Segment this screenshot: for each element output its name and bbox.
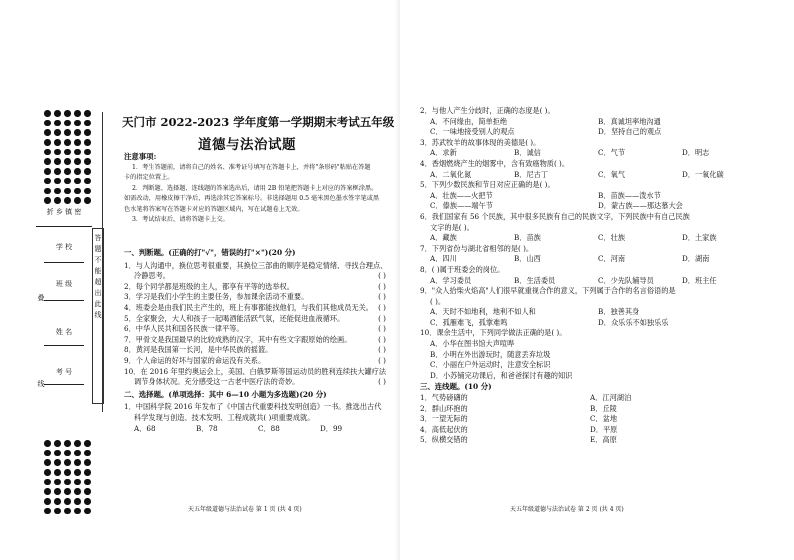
binding-dot	[44, 129, 51, 136]
binding-dot	[54, 459, 61, 466]
choice-options	[420, 307, 770, 318]
choice-option: C．孤雁难飞，孤掌难鸣	[430, 317, 508, 327]
judge-list	[124, 261, 386, 388]
match-block	[420, 393, 770, 446]
binding-dot	[74, 498, 81, 505]
binding-dot	[44, 149, 51, 156]
choice-item	[420, 286, 770, 328]
choice-option: A．68	[134, 423, 156, 433]
match-right-item: C．盆地	[590, 414, 618, 424]
choice-item	[420, 138, 770, 159]
choice-options	[420, 318, 770, 329]
binding-dot	[84, 469, 91, 476]
choice-options	[420, 254, 770, 265]
choice-option: B．真诚坦率地沟通	[598, 116, 661, 126]
binding-dot	[54, 508, 61, 515]
choice-question: 8．( )属于班委会的岗位。	[420, 264, 505, 274]
township-line	[36, 226, 92, 227]
choice-option: D．明志	[682, 148, 710, 158]
judge-section-title: 一、判断题。(正确的打"√"，错误的打"×")(20 分)	[124, 248, 296, 257]
binding-dot	[64, 450, 71, 457]
binding-dot	[44, 450, 51, 457]
binding-dot	[64, 498, 71, 505]
judge-item	[124, 335, 386, 346]
choice-options	[420, 127, 770, 138]
choice-options	[420, 276, 770, 287]
choice-option: B．小明在外出游玩时，随意丢弃垃圾	[430, 349, 551, 359]
choice-item	[420, 106, 770, 138]
choice-options	[420, 191, 770, 202]
binding-dots-fifth	[84, 110, 91, 207]
school-line	[44, 262, 84, 263]
choice-option: D．蒙古族——那达慕大会	[598, 201, 683, 211]
match-left-item: 1．气势磅礴的	[420, 393, 468, 403]
choice-question: 6．我们国家有 56 个民族，其中很多民族有自己的民族文字，下列民族中有自己民族	[420, 211, 690, 221]
judge-paren: ( )	[378, 271, 386, 281]
choice-option: D．小苏铺完功课后，和爸爸探讨有趣的知识	[430, 370, 573, 380]
notice-line: 2．判断题、选择题、连线题的答案选出后，请用 2B 铅笔把答题卡上对应的答案框涂黑。	[132, 184, 378, 192]
choice-option: A．小华在图书馆大声喧哗	[430, 339, 515, 349]
judge-question: 1．与人沟通中，换位思考很重要，其换位三部曲的顺序是稳定情绪、寻找合理点、	[124, 260, 388, 270]
choice-question: 1．中国科学院 2016 年发布了《中国古代重要科技发明创造》一书。推选出古代	[124, 402, 382, 412]
choice-option: A．壮族——火把节	[430, 190, 493, 200]
choice-section-title: 二、选择题。(单项选择：其中 6—10 小题为多选题)(20 分)	[124, 389, 327, 399]
notice-line: 1．考生答题前，请将自己的姓名、准考证号填写在答题卡上，并将"条形码"粘贴在答题	[132, 163, 371, 171]
binding-dot	[84, 498, 91, 505]
choice-item-1	[124, 402, 386, 434]
binding-dot	[84, 440, 91, 447]
binding-dot	[54, 139, 61, 146]
choice-question-cont: 科学发现与创造、技术发明、工程成就共( )项重要成就。	[134, 412, 315, 422]
choice-options	[420, 233, 770, 244]
match-left-item: 4．高低起伏的	[420, 424, 468, 434]
choice-question: 2．与他人产生分歧时，正确的态度是( )。	[420, 106, 555, 115]
judge-paren: ( )	[378, 292, 386, 302]
binding-dots-lower	[44, 440, 51, 518]
binding-dot	[44, 197, 51, 204]
choice-option: D．湖南	[682, 254, 710, 264]
page-footer-2: 天五年级道德与法治试卷 第 2 页 (共 4 页)	[510, 506, 624, 513]
choice-option: C．河南	[598, 254, 626, 264]
judge-item	[124, 292, 386, 303]
binding-dot	[64, 139, 71, 146]
notice-block	[124, 152, 390, 226]
binding-dot	[84, 197, 91, 204]
choice-options	[420, 148, 770, 159]
binding-dot	[64, 479, 71, 486]
choice-option: C．一味地接受别人的观点	[430, 127, 515, 137]
choice-item	[420, 265, 770, 286]
judge-paren: ( )	[378, 334, 386, 344]
binding-dot	[84, 178, 91, 185]
choice-item	[420, 212, 770, 244]
binding-dot	[74, 149, 81, 156]
choice-option: A．不问缘由，简单拒绝	[430, 116, 508, 126]
judge-question: 4．班委会是由我们民主产生的，班上有事都能找他们，与我们其他成员无关。	[124, 302, 373, 312]
binding-dot	[64, 488, 71, 495]
page-footer-1: 天五年级道德与法治试卷 第 1 页 (共 4 页)	[188, 506, 302, 513]
binding-dot	[44, 508, 51, 515]
choice-item	[420, 180, 770, 212]
notice-line: 色水笔将答案写在答题卡对应的答题区域内，写在试题卷上无效。	[124, 205, 304, 213]
binding-dot	[44, 459, 51, 466]
binding-label-fold: 叠	[37, 294, 45, 302]
exam-title-line2: 道德与法治试题	[198, 137, 296, 153]
notice-heading: 注意事项:	[124, 152, 157, 161]
binding-dot	[74, 469, 81, 476]
binding-dot	[44, 110, 51, 117]
judge-paren: ( )	[378, 281, 386, 291]
binding-dot	[64, 168, 71, 175]
judge-question: 7．甲骨文是我国最早的比较成熟的汉字，其中有些文字跟原始的绘画。	[124, 334, 352, 344]
binding-dot	[54, 197, 61, 204]
choice-option: B．独善其身	[598, 307, 640, 317]
match-right-column	[570, 393, 631, 446]
exam-title-line1: 天门市 2022-2023 学年度第一学期期末考试五年级	[122, 115, 395, 129]
judge-item	[124, 314, 386, 325]
binding-dot	[74, 120, 81, 127]
choice-question: 7．下列省份与湖北省相邻的是( )。	[420, 243, 534, 253]
judge-paren: ( )	[378, 377, 386, 387]
choice-option: D．土家族	[682, 233, 717, 243]
match-right-item: E．高原	[590, 435, 617, 445]
binding-label-name: 姓 名	[55, 328, 73, 336]
binding-dot	[74, 450, 81, 457]
choice-question: 9．"众人拾柴火焰高"人们很早就重视合作的意义，下列属于合作的名言俗语的是	[420, 286, 676, 296]
choice-option: D．坚持自己的观点	[598, 127, 662, 137]
exam-page-2	[400, 0, 794, 560]
choice-question-cont: 文字的是( )。	[430, 222, 474, 232]
judge-question: 10．在 2016 年里约奥运会上，美国、白俄罗斯等国运动员的胜利连续扶大罐疗法	[124, 366, 387, 376]
choice-option: C．气节	[598, 148, 626, 158]
binding-dot	[74, 110, 81, 117]
choice-option: A．二氧化氮	[430, 169, 472, 179]
judge-question-cont-text: 冷静思考。	[134, 271, 170, 281]
choice-question: 3．苏武牧羊的故事体现的美德是( )。	[420, 137, 541, 147]
binding-dot	[44, 440, 51, 447]
binding-dot	[74, 459, 81, 466]
judge-question: 6．中华人民共和国各民族一律平等。	[124, 324, 244, 334]
notice-list	[124, 163, 390, 226]
binding-dot	[64, 459, 71, 466]
binding-dots-fourth	[74, 110, 81, 207]
choice-option: C．傣族——端午节	[430, 201, 494, 211]
binding-dot	[84, 149, 91, 156]
choice-options	[420, 117, 770, 128]
judge-question: 3．学习是我们小学生的主要任务，参加课余活动不重要。	[124, 292, 309, 302]
binding-label-exam-no: 考 号	[55, 368, 73, 376]
binding-dot	[64, 110, 71, 117]
choice-option: A．藏族	[430, 233, 457, 243]
choice-option: A．学习委员	[430, 275, 472, 285]
match-right-item: D．平原	[590, 424, 618, 434]
judge-paren: ( )	[378, 324, 386, 334]
judge-question-cont	[124, 271, 386, 282]
match-left-item: 2．群山环抱的	[420, 403, 468, 413]
binding-dot	[54, 488, 61, 495]
choice-option: B．78	[196, 423, 218, 433]
binding-dot	[44, 498, 51, 505]
seal-warning-box: 答 题 不 能 超 出 此 线	[92, 228, 104, 404]
binding-dot	[54, 479, 61, 486]
choice-option: A．天时不如地利，地利不如人和	[430, 307, 536, 317]
binding-dot	[44, 178, 51, 185]
binding-dot	[54, 498, 61, 505]
binding-dot	[54, 469, 61, 476]
choice-option: D．一氧化碳	[682, 169, 724, 179]
binding-dot	[64, 158, 71, 165]
judge-paren: ( )	[378, 345, 386, 355]
choice-option: A．四川	[430, 254, 457, 264]
choice-options	[420, 201, 770, 212]
binding-dots-lower	[54, 440, 61, 518]
binding-dot	[84, 129, 91, 136]
choice-item	[420, 159, 770, 180]
binding-dot	[64, 197, 71, 204]
choice-list	[420, 106, 770, 381]
binding-dot	[54, 120, 61, 127]
binding-label-school: 学 校	[55, 243, 73, 251]
choice-option: C．88	[258, 423, 280, 433]
choice-option: D．班主任	[682, 275, 717, 285]
match-section-title: 三、连线题。(10 分)	[420, 382, 492, 392]
binding-dot	[74, 168, 81, 175]
choice-question: 4．香烟燃烧产生的烟雾中，含有致癌物质( )。	[420, 158, 570, 168]
match-right-item: A．江河湖泊	[590, 393, 632, 403]
binding-dot	[44, 469, 51, 476]
binding-dot	[74, 479, 81, 486]
judge-section	[124, 248, 386, 434]
match-right-item: B．丘陵	[590, 403, 617, 413]
binding-dot	[74, 178, 81, 185]
choice-options	[420, 170, 770, 181]
binding-dot	[84, 459, 91, 466]
binding-dot	[84, 508, 91, 515]
binding-dot	[44, 158, 51, 165]
binding-dot	[44, 139, 51, 146]
choice-option: C．小丽在户外运动时，注意安全标识	[430, 360, 551, 370]
binding-dot	[54, 178, 61, 185]
choice-continued	[420, 106, 770, 446]
binding-dots-lower	[84, 440, 91, 518]
binding-dot	[84, 120, 91, 127]
judge-item	[124, 367, 386, 388]
binding-dot	[54, 450, 61, 457]
binding-label-line: 线	[37, 380, 45, 388]
binding-dot	[54, 168, 61, 175]
judge-question: 9．个人命运的好坏与国家的命运没有关系。	[124, 355, 266, 365]
choice-option: C．壮族	[598, 233, 626, 243]
choice-option: B．山西	[514, 254, 541, 264]
match-left-item: 5．纵横交错的	[420, 435, 468, 445]
binding-dots-lower	[64, 440, 71, 518]
notice-line: 卡的指定位置上。	[124, 174, 174, 181]
choice-option: D．众乐乐不如独乐乐	[598, 317, 669, 327]
choice-option: B．苗族	[514, 233, 541, 243]
judge-question-cont	[124, 377, 386, 388]
binding-label-township: 折 乡 镇 密	[46, 208, 82, 216]
binding-dot	[74, 440, 81, 447]
judge-item	[124, 282, 386, 293]
binding-dot	[54, 129, 61, 136]
judge-paren: ( )	[378, 313, 386, 323]
binding-dot	[64, 178, 71, 185]
match-left-column	[420, 393, 570, 446]
judge-item	[124, 345, 386, 356]
binding-dot	[84, 168, 91, 175]
judge-item	[124, 324, 386, 335]
binding-dot	[84, 110, 91, 117]
binding-dot	[44, 168, 51, 175]
binding-dot	[84, 450, 91, 457]
choice-options	[124, 424, 386, 435]
binding-dot	[74, 158, 81, 165]
judge-question: 5．全家聚会，大人和孩子一起喝酒能活跃气氛，还能促进血液循环。	[124, 313, 345, 323]
judge-item	[124, 261, 386, 282]
binding-dot	[54, 110, 61, 117]
binding-dot	[64, 469, 71, 476]
notice-line: 如需改动，用橡皮擦干净后，再选涂其它答案标号。非选择题用 0.5 毫米黑色墨水签字笔或黑	[124, 195, 380, 202]
binding-dot	[74, 508, 81, 515]
choice-option: B．生活委员	[514, 275, 556, 285]
binding-dot	[84, 488, 91, 495]
binding-dot	[74, 188, 81, 195]
binding-dot	[54, 158, 61, 165]
binding-dot	[64, 120, 71, 127]
match-left-item: 3．一望无际的	[420, 414, 468, 424]
binding-dot	[54, 440, 61, 447]
binding-dot	[44, 188, 51, 195]
binding-dot	[74, 197, 81, 204]
choice-option: B．诚信	[514, 148, 541, 158]
choice-option: B．苗族——泼水节	[598, 190, 661, 200]
binding-dot	[64, 149, 71, 156]
judge-item	[124, 303, 386, 314]
binding-dot	[84, 139, 91, 146]
binding-dot	[64, 508, 71, 515]
choice-option: B．尼古丁	[514, 169, 549, 179]
binding-dot	[84, 188, 91, 195]
binding-dot	[44, 488, 51, 495]
choice-item	[420, 244, 770, 265]
name-line	[44, 345, 84, 346]
binding-dot	[44, 479, 51, 486]
class-line	[44, 300, 84, 301]
binding-dot	[74, 129, 81, 136]
binding-dot	[84, 479, 91, 486]
binding-dot	[64, 188, 71, 195]
binding-label-class: 班 级	[55, 280, 73, 288]
binding-dots-third	[64, 110, 71, 207]
binding-dot	[74, 139, 81, 146]
choice-question-cont: ( )。	[430, 296, 446, 306]
judge-paren: ( )	[378, 355, 386, 365]
judge-question: 8．黄河是我国第一长河，是中华民族的摇篮。	[124, 345, 273, 355]
judge-paren: ( )	[378, 302, 386, 312]
binding-dots-lower	[74, 440, 81, 518]
binding-dot	[54, 188, 61, 195]
binding-dot	[64, 129, 71, 136]
judge-question-cont-text: 调节身体状况。充分感受这一古老中医疗法的奇妙。	[134, 377, 300, 387]
binding-dot	[84, 158, 91, 165]
judge-question: 2．每个同学都是班级的主人，都享有平等的选举权。	[124, 281, 294, 291]
choice-question: 10．课余生活中，下列同学做法正确的是( )。	[420, 328, 567, 338]
choice-item	[420, 328, 770, 381]
binding-dots-right	[54, 110, 61, 207]
binding-dot	[44, 120, 51, 127]
choice-option: D．99	[320, 423, 343, 433]
choice-option: C．氧气	[598, 169, 626, 179]
binding-dot	[64, 440, 71, 447]
notice-line: 3．考试结束后，请将答题卡上交。	[132, 216, 229, 223]
binding-dots-left	[44, 110, 51, 207]
judge-item	[124, 356, 386, 367]
exam-no-line	[44, 384, 84, 385]
choice-option: A．求新	[430, 148, 457, 158]
binding-dot	[54, 149, 61, 156]
choice-option: C．少先队辅导员	[598, 275, 654, 285]
choice-question: 5．下列少数民族和节日对应正确的是( )。	[420, 180, 555, 190]
binding-dot	[74, 488, 81, 495]
